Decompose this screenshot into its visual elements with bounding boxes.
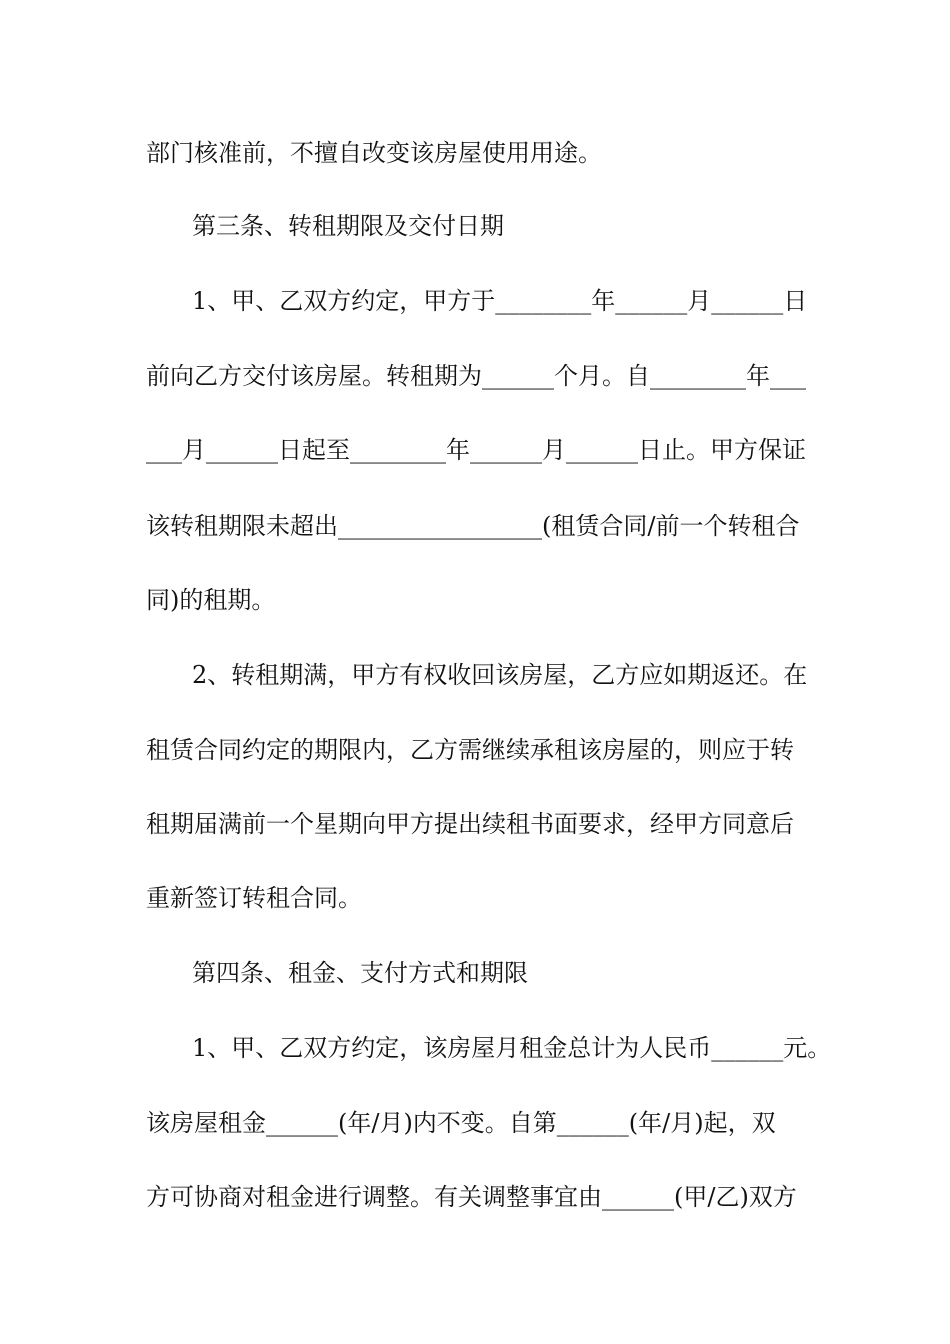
text-line: 方可协商对租金进行调整。有关调整事宜由______(甲/乙)双方 bbox=[146, 1183, 797, 1211]
text-line: 前向乙方交付该房屋。转租期为______个月。自________年___ bbox=[146, 362, 806, 390]
text-line: 该房屋租金______(年/月)内不变。自第______(年/月)起，双 bbox=[146, 1109, 776, 1137]
text-line: 2、转租期满，甲方有权收回该房屋，乙方应如期返还。在 bbox=[192, 661, 808, 689]
text-line: 部门核准前，不擅自改变该房屋使用用途。 bbox=[146, 139, 602, 167]
text-line: 同)的租期。 bbox=[146, 586, 276, 614]
text-line: 租期届满前一个星期向甲方提出续租书面要求，经甲方同意后 bbox=[146, 810, 794, 838]
section-heading: 第四条、租金、支付方式和期限 bbox=[192, 959, 528, 987]
text-line: 该转租期限未超出_________________(租赁合同/前一个转租合 bbox=[146, 512, 800, 540]
text-line: 租赁合同约定的期限内，乙方需继续承租该房屋的，则应于转 bbox=[146, 736, 794, 764]
text-line: 1、甲、乙双方约定，该房屋月租金总计为人民币______元。 bbox=[192, 1034, 832, 1062]
text-line: 重新签订转租合同。 bbox=[146, 884, 362, 912]
section-heading: 第三条、转租期限及交付日期 bbox=[192, 212, 504, 240]
text-line: 1、甲、乙双方约定，甲方于________年______月______日 bbox=[192, 287, 808, 315]
text-line: ___月______日起至________年______月______日止。甲方保证 bbox=[146, 436, 806, 464]
